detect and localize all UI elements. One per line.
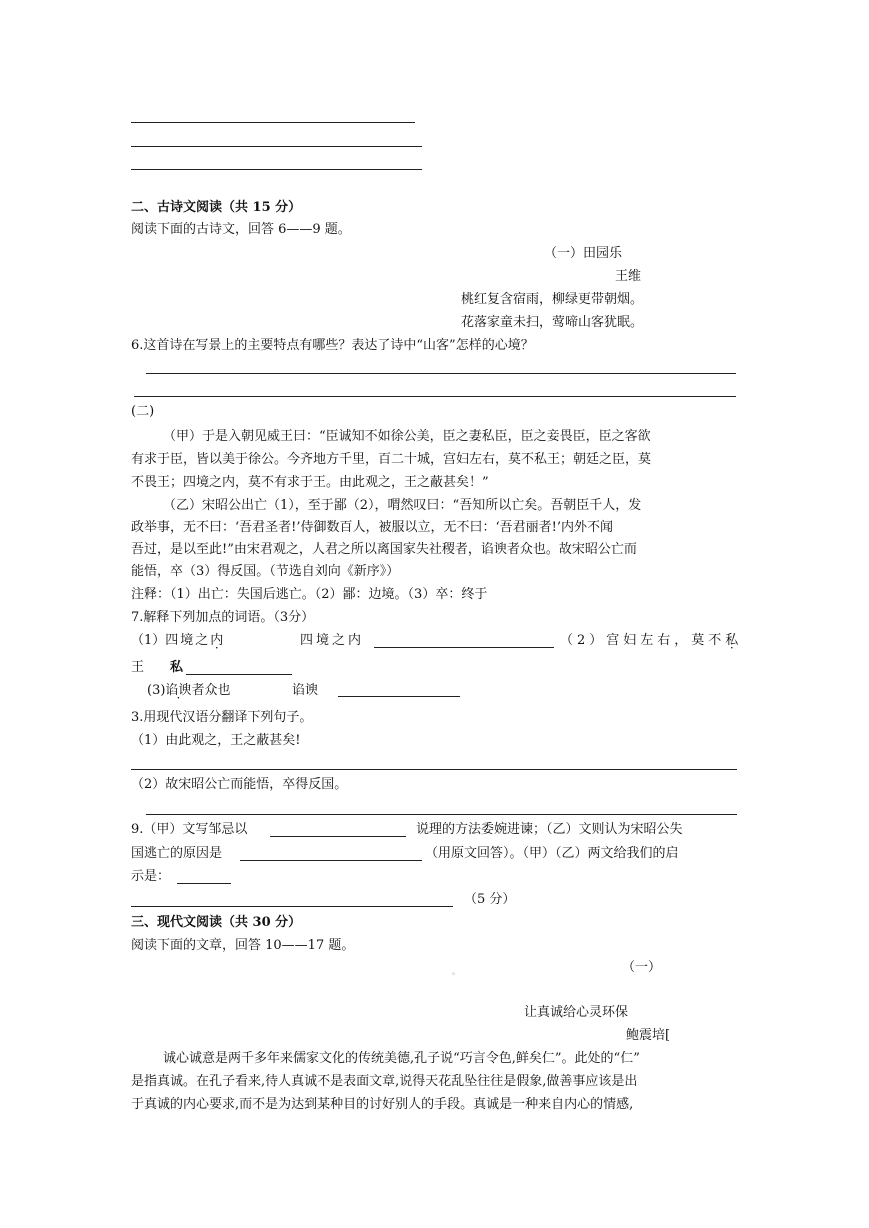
poem-author: 王维 (615, 269, 642, 284)
answer-line (134, 396, 736, 397)
dotted-word: 谄谀 (165, 683, 192, 698)
question-7: 7.解释下列加点的词语。（3分） (131, 610, 315, 625)
q7-item-1 (131, 632, 223, 650)
translate-sentence: （1）由此观之，王之蔽甚矣! (131, 733, 301, 748)
q7-word: 四境之内 (300, 633, 365, 648)
passage-line: （乙）宋昭公出亡（1），至于鄙（2），喟然叹曰：“吾知所以亡矣。吾朝臣千人，发 (163, 498, 642, 513)
answer-line (131, 146, 422, 147)
section-instruction: 阅读下面的古诗文，回答 6——9 题。 (131, 222, 351, 237)
article-line: 于真诚的内心要求,而不是为达到某种目的讨好别人的手段。真诚是一种来自内心的情感, (131, 1097, 634, 1112)
translate-sentence: （2）故宋昭公亡而能悟，卒得反国。 (131, 777, 348, 792)
poem-title: （一）田园乐 (544, 246, 623, 261)
stray-mark: 。 (452, 967, 460, 976)
part-label: （一） (622, 960, 662, 975)
notes: 注释：（1）出亡：失国后逃亡。（2）鄙：边境。（3）卒：终于 (131, 587, 488, 602)
answer-line (131, 769, 737, 770)
score: （5 分） (464, 892, 516, 907)
q7-item-2-cont: 王 (131, 660, 145, 675)
q7-word: 谄谀 (292, 683, 319, 698)
article-line: 是指真诚。在孔子看来,待人真诚不是表面文章,说得天花乱坠往往是假象,做善事应该是出 (131, 1074, 638, 1089)
question-8: 3.用现代汉语分翻译下列句子。 (131, 710, 313, 725)
q7-word: 私 (170, 660, 184, 675)
question-9-text: 国逃亡的原因是 (131, 846, 223, 861)
passage-line: 政举事，无不曰：‘吾君圣者!’侍御数百人，被服以立，无不曰：‘吾君丽者!’内外不闻 (131, 520, 613, 535)
question-9-text: 说理的方法委婉进谏；（乙）文则认为宋昭公失 (416, 822, 683, 837)
answer-line (146, 814, 737, 815)
section-heading: 三、现代文阅读（共 30 分） (131, 915, 302, 930)
passage-line: 不畏王；四境之内，莫不有求于王。由此观之，王之蔽甚矣！” (131, 475, 489, 490)
answer-line (270, 836, 406, 837)
q7-item-2: （2）宫妇左右，莫不私 (560, 633, 743, 648)
answer-line (338, 696, 460, 697)
section-instruction: 阅读下面的文章，回答 10——17 题。 (131, 938, 355, 953)
answer-line (177, 883, 231, 884)
answer-line (131, 169, 422, 170)
article-author: 鲍震培[ (626, 1028, 671, 1043)
dotted-word: 私 (725, 633, 743, 648)
question-9: 9.（甲）文写邹忌以 (131, 822, 248, 837)
passage-line: 能悟，卒（3）得反国。（节选自刘向《新序》） (131, 564, 400, 579)
question-6: 6.这首诗在写景上的主要特点有哪些？表达了诗中“山客”怎样的心境？ (131, 338, 534, 353)
section-heading: 二、古诗文阅读（共 15 分） (131, 200, 302, 215)
article-line: 诚心诚意是两千多年来儒家文化的传统美德,孔子说“巧言令色,鲜矣仁”。此处的“仁” (163, 1051, 640, 1066)
answer-line (374, 647, 554, 648)
dotted-word: 内 (210, 633, 224, 648)
question-9-text: 示是： (131, 869, 171, 884)
q7-item-3: (3)谄谀者众也 (147, 683, 231, 698)
passage-line: 吾过，是以至此!”由宋君观之，人君之所以离国家失社稷者，谄谀者众也。故宋昭公亡而 (131, 542, 637, 557)
poem-line: 桃红复含宿雨，柳绿更带朝烟。 (461, 292, 644, 307)
answer-line (146, 373, 736, 374)
passage-line: 有求于臣，皆以美于徐公。今齐地方千里，百二十城，宫妇左右，莫不私王；朝廷之臣，莫 (131, 452, 652, 467)
part-label: (二) (131, 404, 155, 419)
answer-line (186, 674, 292, 675)
answer-line (131, 122, 415, 123)
answer-line (240, 860, 422, 861)
item-number: （1） (131, 633, 166, 648)
phrase: 四境之 (165, 633, 211, 648)
answer-line (131, 906, 453, 907)
article-title: 让真诚给心灵环保 (524, 1005, 629, 1020)
poem-line: 花落家童未扫，莺啼山客犹眠。 (461, 315, 644, 330)
question-9-text: （用原文回答）。（甲）（乙）两文给我们的启 (425, 846, 679, 861)
passage-line: （甲）于是入朝见威王曰：“臣诚知不如徐公美，臣之妻私臣，臣之妾畏臣，臣之客欲 (163, 429, 651, 444)
